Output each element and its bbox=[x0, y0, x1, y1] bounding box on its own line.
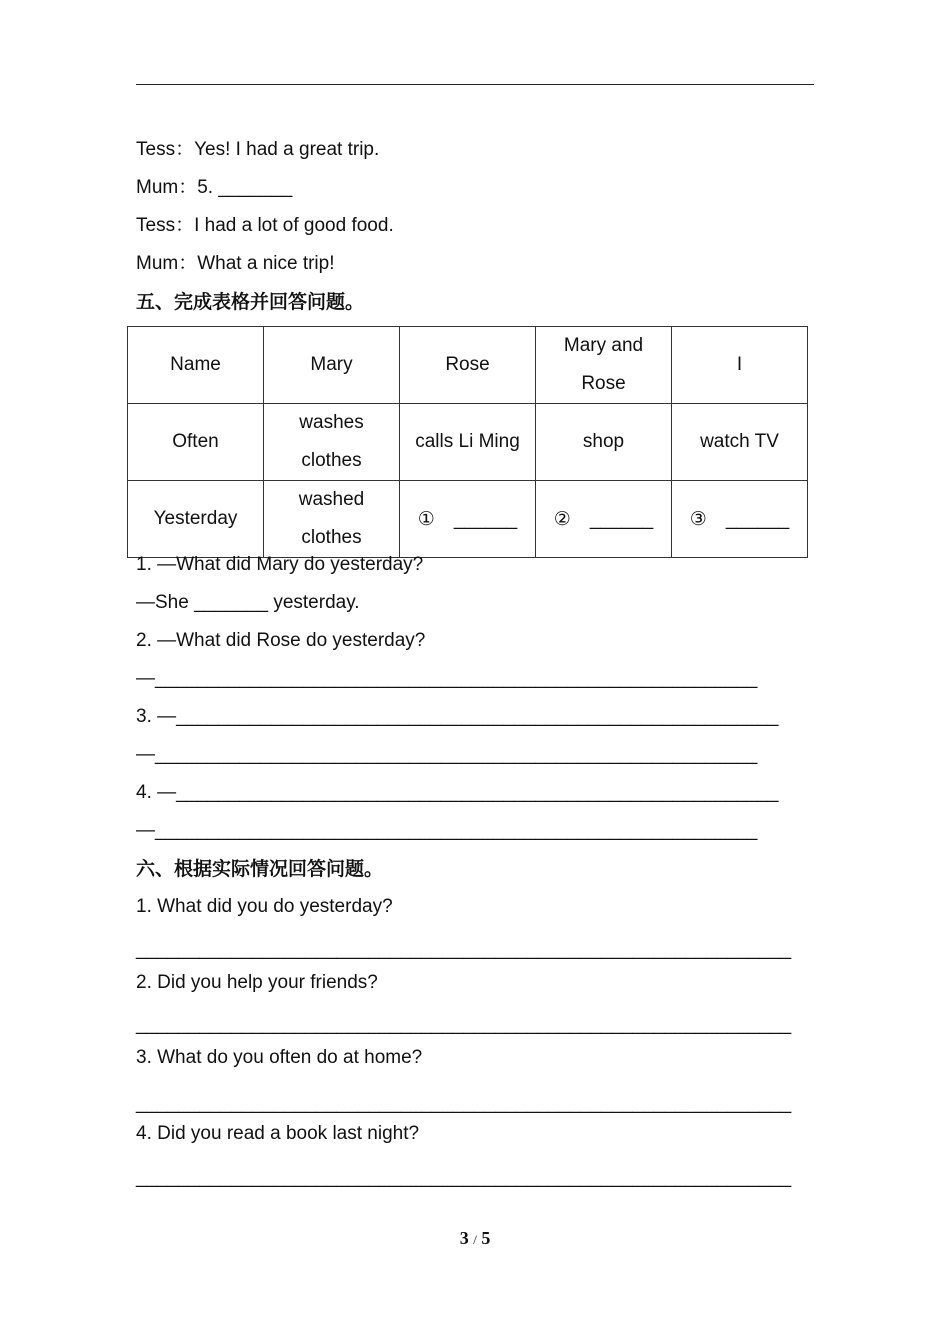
blank-cell-3[interactable]: ③ ______ bbox=[672, 481, 808, 558]
section6-heading: 六、根据实际情况回答问题。 bbox=[136, 858, 384, 880]
table-cell: Rose bbox=[400, 327, 536, 404]
table-cell: watch TV bbox=[672, 404, 808, 481]
top-rule bbox=[136, 84, 814, 85]
table-cell: shop bbox=[536, 404, 672, 481]
activity-table bbox=[127, 326, 808, 558]
table-cell: washes clothes bbox=[264, 404, 400, 481]
page-separator: / bbox=[473, 1232, 477, 1247]
s6-answer-line-1[interactable]: ______________________________________________________________ bbox=[136, 939, 792, 960]
current-page: 3 bbox=[459, 1228, 469, 1248]
total-pages: 5 bbox=[481, 1228, 491, 1248]
table-cell: Often bbox=[128, 404, 264, 481]
s6-answer-line-2[interactable]: ______________________________________________________________ bbox=[136, 1014, 792, 1035]
s6-question-2: 2. Did you help your friends? bbox=[136, 972, 378, 993]
table-row bbox=[128, 327, 808, 404]
s5-answer-1[interactable]: —She _______ yesterday. bbox=[136, 592, 360, 613]
blank-cell-1[interactable]: ① ______ bbox=[400, 481, 536, 558]
dialogue-line-4: Mum：What a nice trip! bbox=[136, 253, 335, 274]
s6-question-4: 4. Did you read a book last night? bbox=[136, 1123, 420, 1144]
dialogue-line-1: Tess：Yes! I had a great trip. bbox=[136, 139, 380, 160]
s6-question-1: 1. What did you do yesterday? bbox=[136, 896, 393, 917]
s5-answer-2[interactable]: —_________________________________________________________ bbox=[136, 668, 758, 689]
table-cell: I bbox=[672, 327, 808, 404]
table-cell: Mary bbox=[264, 327, 400, 404]
s5-question-1: 1. —What did Mary do yesterday? bbox=[136, 554, 424, 575]
table-cell: Yesterday bbox=[128, 481, 264, 558]
table-cell: Name bbox=[128, 327, 264, 404]
table-cell: washed clothes bbox=[264, 481, 400, 558]
table-row bbox=[128, 481, 808, 558]
s5-answer-4[interactable]: —_________________________________________________________ bbox=[136, 820, 758, 841]
s6-answer-line-4[interactable]: ______________________________________________________________ bbox=[136, 1167, 792, 1188]
s5-question-3[interactable]: 3. —_________________________________________________________ bbox=[136, 706, 779, 727]
s6-answer-line-3[interactable]: ______________________________________________________________ bbox=[136, 1093, 792, 1114]
section5-heading: 五、完成表格并回答问题。 bbox=[136, 291, 365, 313]
dialogue-line-3: Tess：I had a lot of good food. bbox=[136, 215, 394, 236]
dialogue-line-2: Mum：5. _______ bbox=[136, 177, 293, 198]
page-number bbox=[0, 1228, 950, 1249]
s5-answer-3[interactable]: —_________________________________________________________ bbox=[136, 744, 758, 765]
s5-question-2: 2. —What did Rose do yesterday? bbox=[136, 630, 426, 651]
s6-question-3: 3. What do you often do at home? bbox=[136, 1047, 423, 1068]
table-row bbox=[128, 404, 808, 481]
table-cell: calls Li Ming bbox=[400, 404, 536, 481]
blank-cell-2[interactable]: ② ______ bbox=[536, 481, 672, 558]
table-cell: Mary and Rose bbox=[536, 327, 672, 404]
s5-question-4[interactable]: 4. —_________________________________________________________ bbox=[136, 782, 779, 803]
